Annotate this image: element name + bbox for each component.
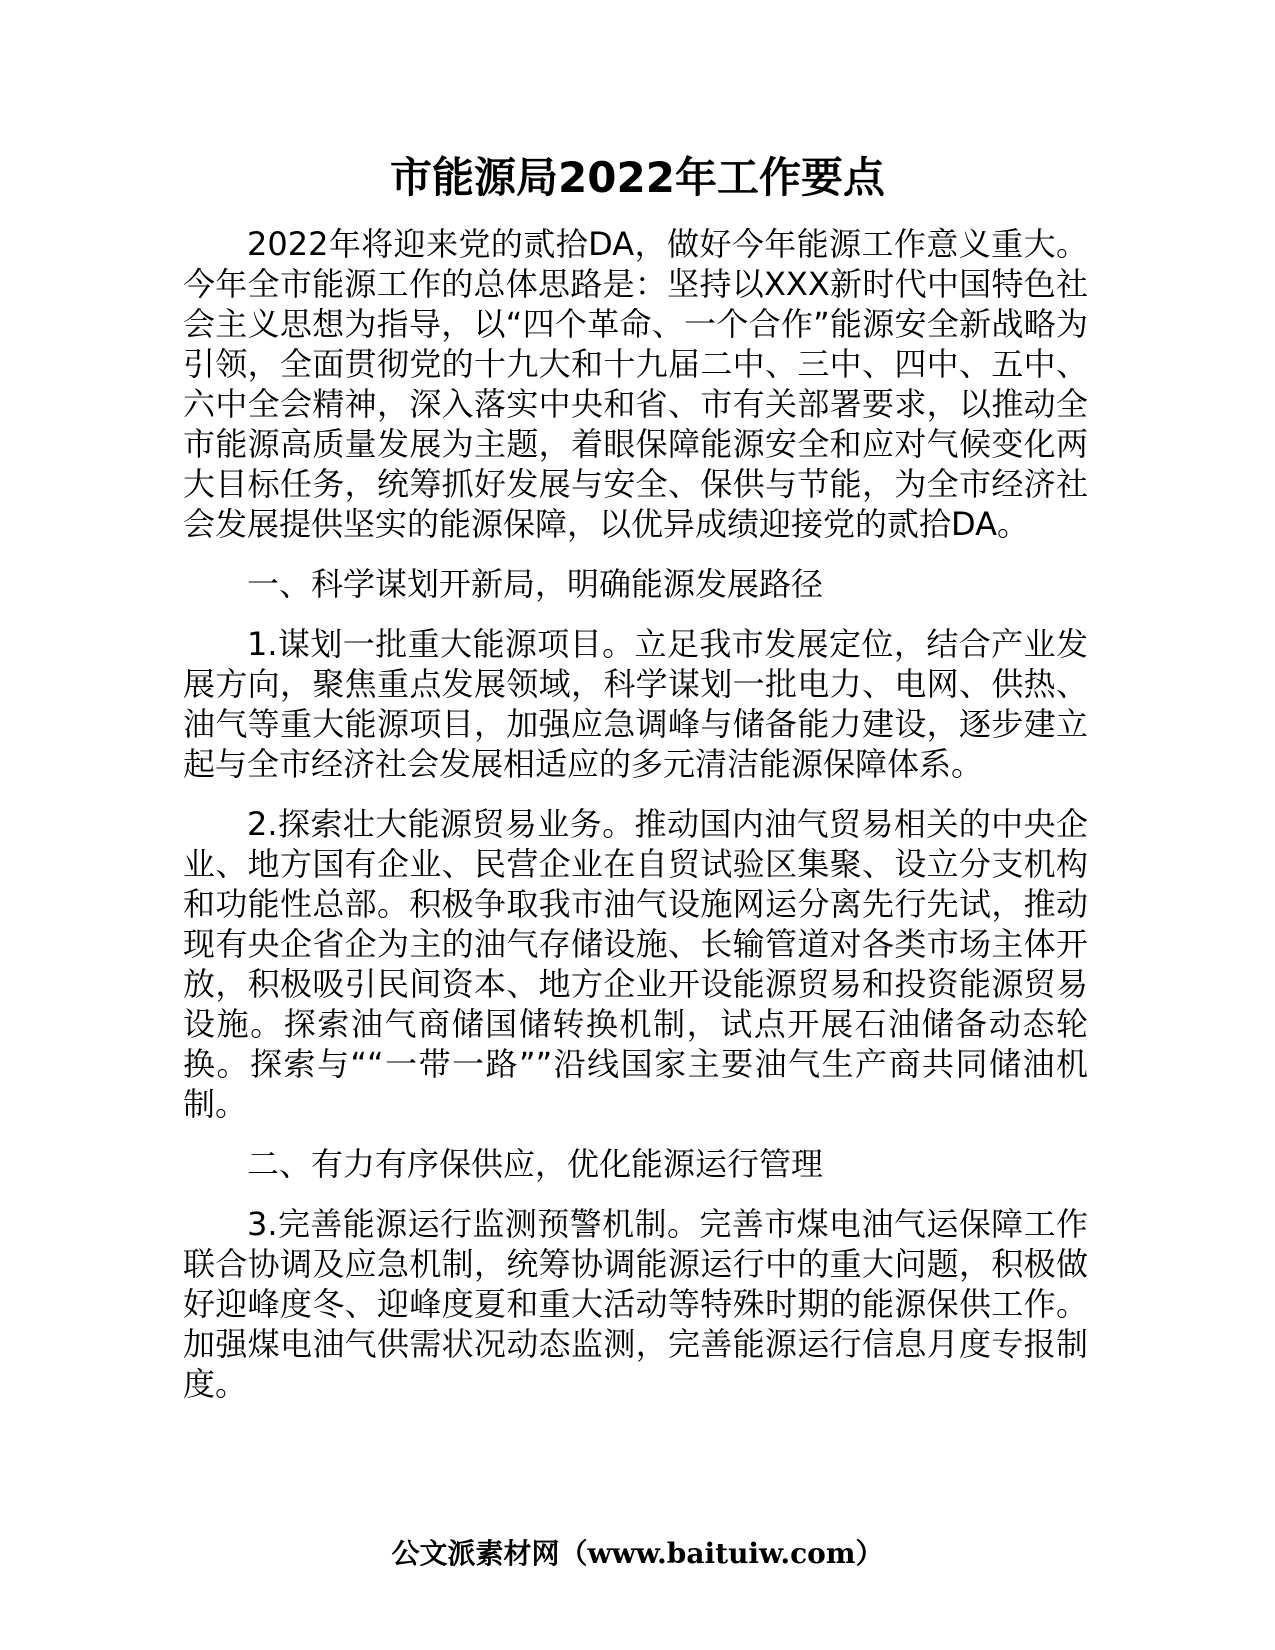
- paragraph-gap: [183, 1184, 1088, 1204]
- section-2-item-1: 3.完善能源运行监测预警机制。完善市煤电油气运保障工作联合协调及应急机制，统筹协调能源运行中的重大问题，积极做好迎峰度冬、迎峰度夏和重大活动等特殊时期的能源保供工作。加强煤电油气供需状况动态监测，完善能源运行信息月度专报制度。: [183, 1205, 1088, 1403]
- paragraph-gap: [183, 784, 1088, 804]
- section-1-item-2: 2.探索壮大能源贸易业务。推动国内油气贸易相关的中央企业、地方国有企业、民营企业在自贸试验区集聚、设立分支机构和功能性总部。积极争取我市油气设施网运分离先行先试，推动现有央企省企为主的油气存储设施、长输管道对各类市场主体开放，积极吸引民间资本、地方企业开设能源贸易和投资能源贸易设施。探索油气商储国储转换机制，试点开展石油储备动态轮换。探索与““一带一路””沿线国家主要油气生产商共同储油机制。: [183, 805, 1088, 1123]
- section-heading-2: 二、有力有序保供应，优化能源运行管理: [247, 1145, 824, 1183]
- paragraph-gap: [183, 1124, 1088, 1144]
- section-heading-1: 一、科学谋划开新局，明确能源发展路径: [247, 565, 824, 603]
- paragraph-gap: [183, 544, 1088, 564]
- document-title: 市能源局2022年工作要点: [390, 153, 885, 202]
- section-1-item-1: 1.谋划一批重大能源项目。立足我市发展定位，结合产业发展方向，聚焦重点发展领域，科学谋划一批电力、电网、供热、油气等重大能源项目，加强应急调峰与储备能力建设，逐步建立起与全市经济社会发展相适应的多元清洁能源保障体系。: [183, 625, 1088, 783]
- page-footer: 公文派素材网（www.baituiw.com）: [391, 1537, 884, 1570]
- intro-paragraph: 2022年将迎来党的贰拾DA，做好今年能源工作意义重大。今年全市能源工作的总体思路是：坚持以XXX新时代中国特色社会主义思想为指导，以“四个革命、一个合作”能源安全新战略为引领，全面贯彻党的十九大和十九届二中、三中、四中、五中、六中全会精神，深入落实中央和省、市有关部署要求，以推动全市能源高质量发展为主题，着眼保障能源安全和应对气候变化两大目标任务，统筹抓好发展与安全、保供与节能，为全市经济社会发展提供坚实的能源保障，以优异成绩迎接党的贰拾DA。: [183, 225, 1088, 543]
- document-body: [183, 224, 1088, 1404]
- paragraph-gap: [183, 604, 1088, 624]
